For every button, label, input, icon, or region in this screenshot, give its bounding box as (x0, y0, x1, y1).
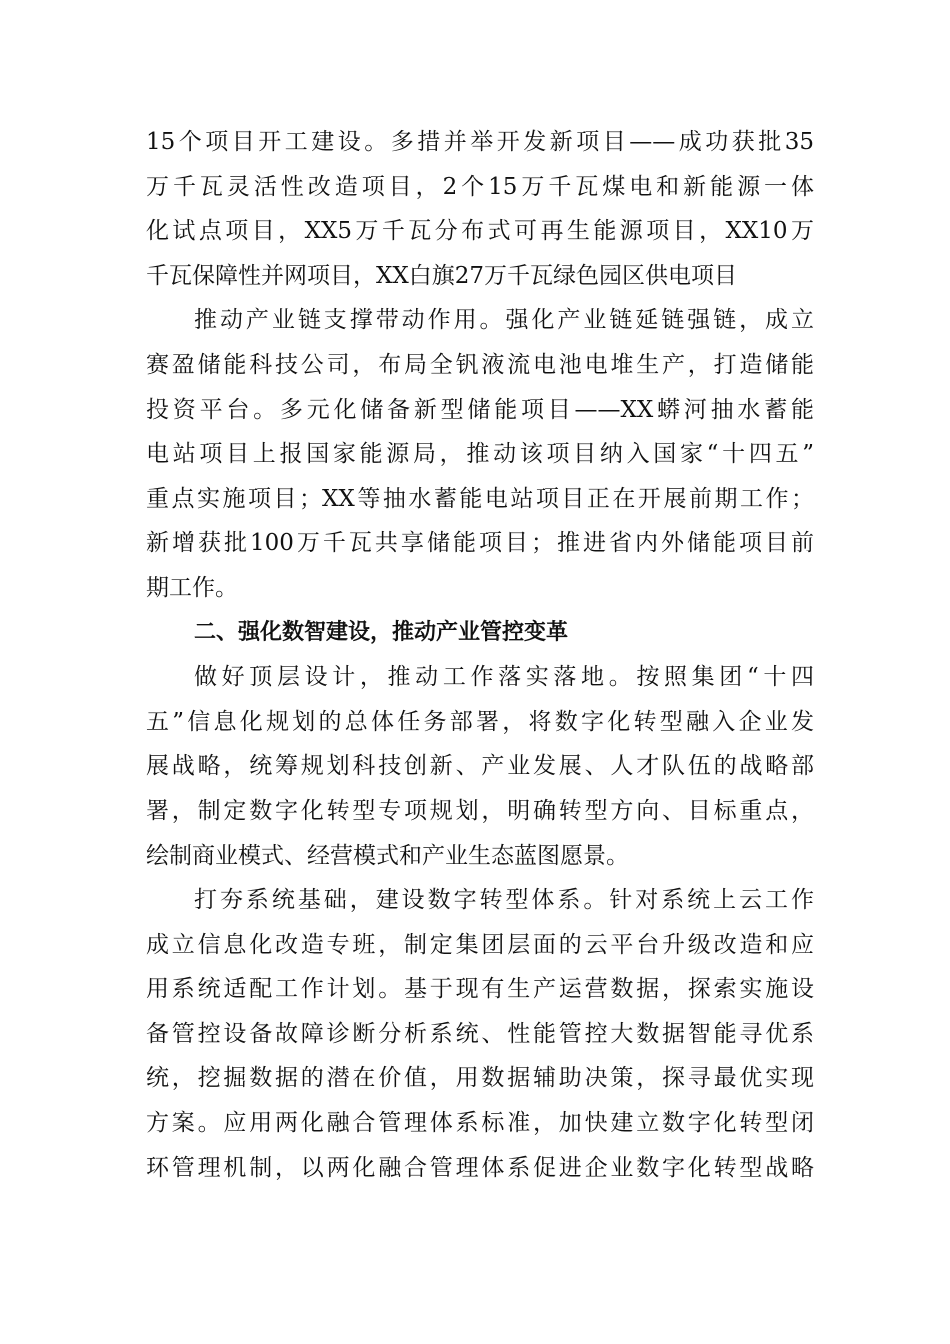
text-line: 统，挖掘数据的潜在价值，用数据辅助决策，探寻最优实现 (146, 1065, 814, 1092)
text-line: 成立信息化改造专班，制定集团层面的云平台升级改造和应 (146, 931, 814, 958)
text-line: 环管理机制，以两化融合管理体系促进企业数字化转型战略 (146, 1154, 814, 1181)
paragraph-top-level-design (146, 655, 814, 878)
text-line: 备管控设备故障诊断分析系统、性能管控大数据智能寻优系 (146, 1020, 814, 1047)
text-line: 展战略，统筹规划科技创新、产业发展、人才队伍的战略部 (146, 753, 814, 780)
heading-text: 二、强化数智建设，推动产业管控变革 (194, 619, 569, 645)
paragraph-project-construction (146, 120, 814, 298)
text-line: 署，制定数字化转型专项规划，明确转型方向、目标重点， (146, 797, 814, 824)
text-line: 用系统适配工作计划。基于现有生产运营数据，探索实施设 (146, 976, 814, 1003)
text-line: 方案。应用两化融合管理体系标准，加快建立数字化转型闭 (146, 1110, 814, 1137)
text-line: 万千瓦灵活性改造项目，2个15万千瓦煤电和新能源一体 (146, 173, 814, 200)
section-heading (146, 611, 814, 656)
text-line: 期工作。 (146, 574, 238, 601)
document-body (146, 120, 814, 1190)
text-line: 电站项目上报国家能源局，推动该项目纳入国家“十四五” (146, 441, 814, 468)
text-line: 五”信息化规划的总体任务部署，将数字化转型融入企业发 (146, 708, 814, 735)
text-line: 新增获批100万千瓦共享储能项目；推进省内外储能项目前 (146, 530, 814, 557)
text-line: 千瓦保障性并网项目，XX白旗27万千瓦绿色园区供电项目 (146, 262, 738, 289)
text-line: 15个项目开工建设。多措并举开发新项目——成功获批35 (146, 129, 814, 155)
text-line: 打夯系统基础，建设数字转型体系。针对系统上云工作 (194, 887, 814, 914)
text-line: 投资平台。多元化储备新型储能项目——XX蟒河抽水蓄能 (146, 396, 814, 423)
text-line: 做好顶层设计，推动工作落实落地。按照集团“十四 (194, 664, 814, 691)
text-line: 赛盈储能科技公司，布局全钒液流电池电堆生产，打造储能 (146, 351, 814, 378)
text-line: 推动产业链支撑带动作用。强化产业链延链强链，成立 (194, 307, 814, 334)
text-line: 化试点项目，XX5万千瓦分布式可再生能源项目，XX10万 (146, 218, 814, 245)
paragraph-system-foundation (146, 878, 814, 1190)
text-line: 绘制商业模式、经营模式和产业生态蓝图愿景。 (146, 842, 629, 869)
text-line: 重点实施项目；XX等抽水蓄能电站项目正在开展前期工作； (146, 485, 814, 512)
paragraph-industry-chain (146, 298, 814, 610)
